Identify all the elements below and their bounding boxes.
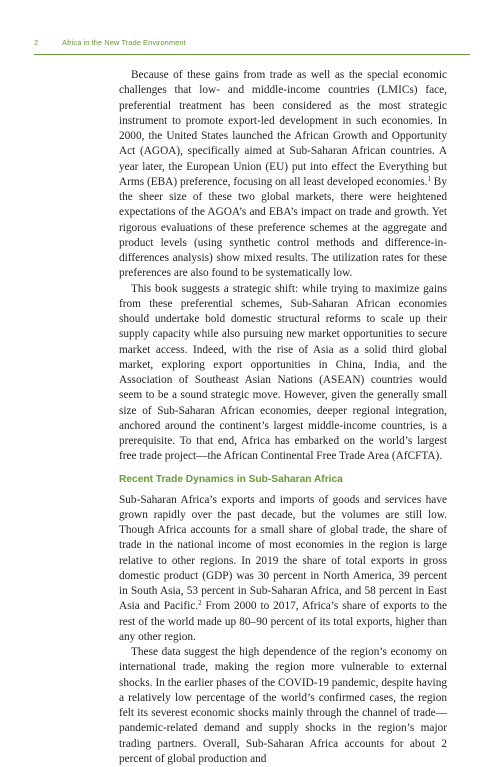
section-heading: Recent Trade Dynamics in Sub-Saharan Africa [119, 473, 343, 485]
running-head-title: Africa in the New Trade Environment [62, 38, 186, 47]
footnote-ref-2[interactable]: 2 [198, 599, 202, 608]
page-number: 2 [34, 38, 39, 47]
paragraph-1: Because of these gains from trade as well as the special economic challenges that low- and middle-income countries (LMICs) face, preferential treatment has been considered as the most strategic instrument to promote export-led development in such economies. In 2000, the United States launched the African Growth and Opportunity Act (AGOA), specifically aimed at Sub-Saharan African countries. A year later, the European Union (EU) put into effect the Everything but Arms (EBA) preference, focusing on all least developed economies.$^1$ By the sheer size of these two global markets, there were heightened expectations of the AGOA’s and EBA’s impact on trade and growth. Yet rigorous evaluations of these preference schemes at the aggregate and product levels (using synthetic control methods and difference-in-differences analysis) show mixed results. The utilization rates for these preferences are also found to be systematically low. [119, 69, 447, 280]
paragraph-2: This book suggests a strategic shift: while trying to maximize gains from these preferential schemes, Sub-Saharan African economies should undertake bold domestic structural reforms to scale up their supply capacity while also pursuing new market opportunities to secure market access. Indeed, with the rise of Asia as a solid third global market, exploring export opportunities in China, India, and the Association of Southeast Asian Nations (ASEAN) countries would seem to be a sound strategic move. However, given the generally small size of Sub-Saharan African economies, deeper regional integration, anchored around the continent’s largest middle-income countries, is a prerequisite. To that end, Africa has embarked on the world’s largest free trade project—the African Continental Free Trade Area (AfCFTA). [119, 282, 447, 463]
paragraph-4: These data suggest the high dependence of the region’s economy on international trade, making the region more vulnerable to external shocks. In the earlier phases of the COVID-19 pandemic, despite having a relatively low percentage of the world’s confirmed cases, the region felt its severest economic shocks mainly through the channel of trade—pandemic-related demand and supply shocks in the region’s major trading partners. Overall, Sub-Saharan Africa accounts for about 2 percent of global production and [119, 646, 447, 765]
running-head [34, 38, 470, 47]
footnote-ref-1[interactable]: 1 [427, 174, 431, 183]
paragraph-3: Sub-Saharan Africa’s exports and imports of goods and services have grown rapidly over the past decade, but the volumes are still low. Though Africa accounts for a small share of global trade, the share of trade in the national income of most economies in the region is large relative to other regions. In 2019 the share of total exports in gross domestic product (GDP) was 30 percent in North America, 39 percent in South Asia, 53 percent in Sub-Saharan Africa, and 58 percent in East Asia and Pacific.$^2$ From 2000 to 2017, Africa’s share of exports to the rest of the world made up 80–90 percent of its total exports, higher than any other region. [119, 493, 448, 643]
header-rule [34, 54, 470, 55]
page-body [119, 68, 447, 767]
